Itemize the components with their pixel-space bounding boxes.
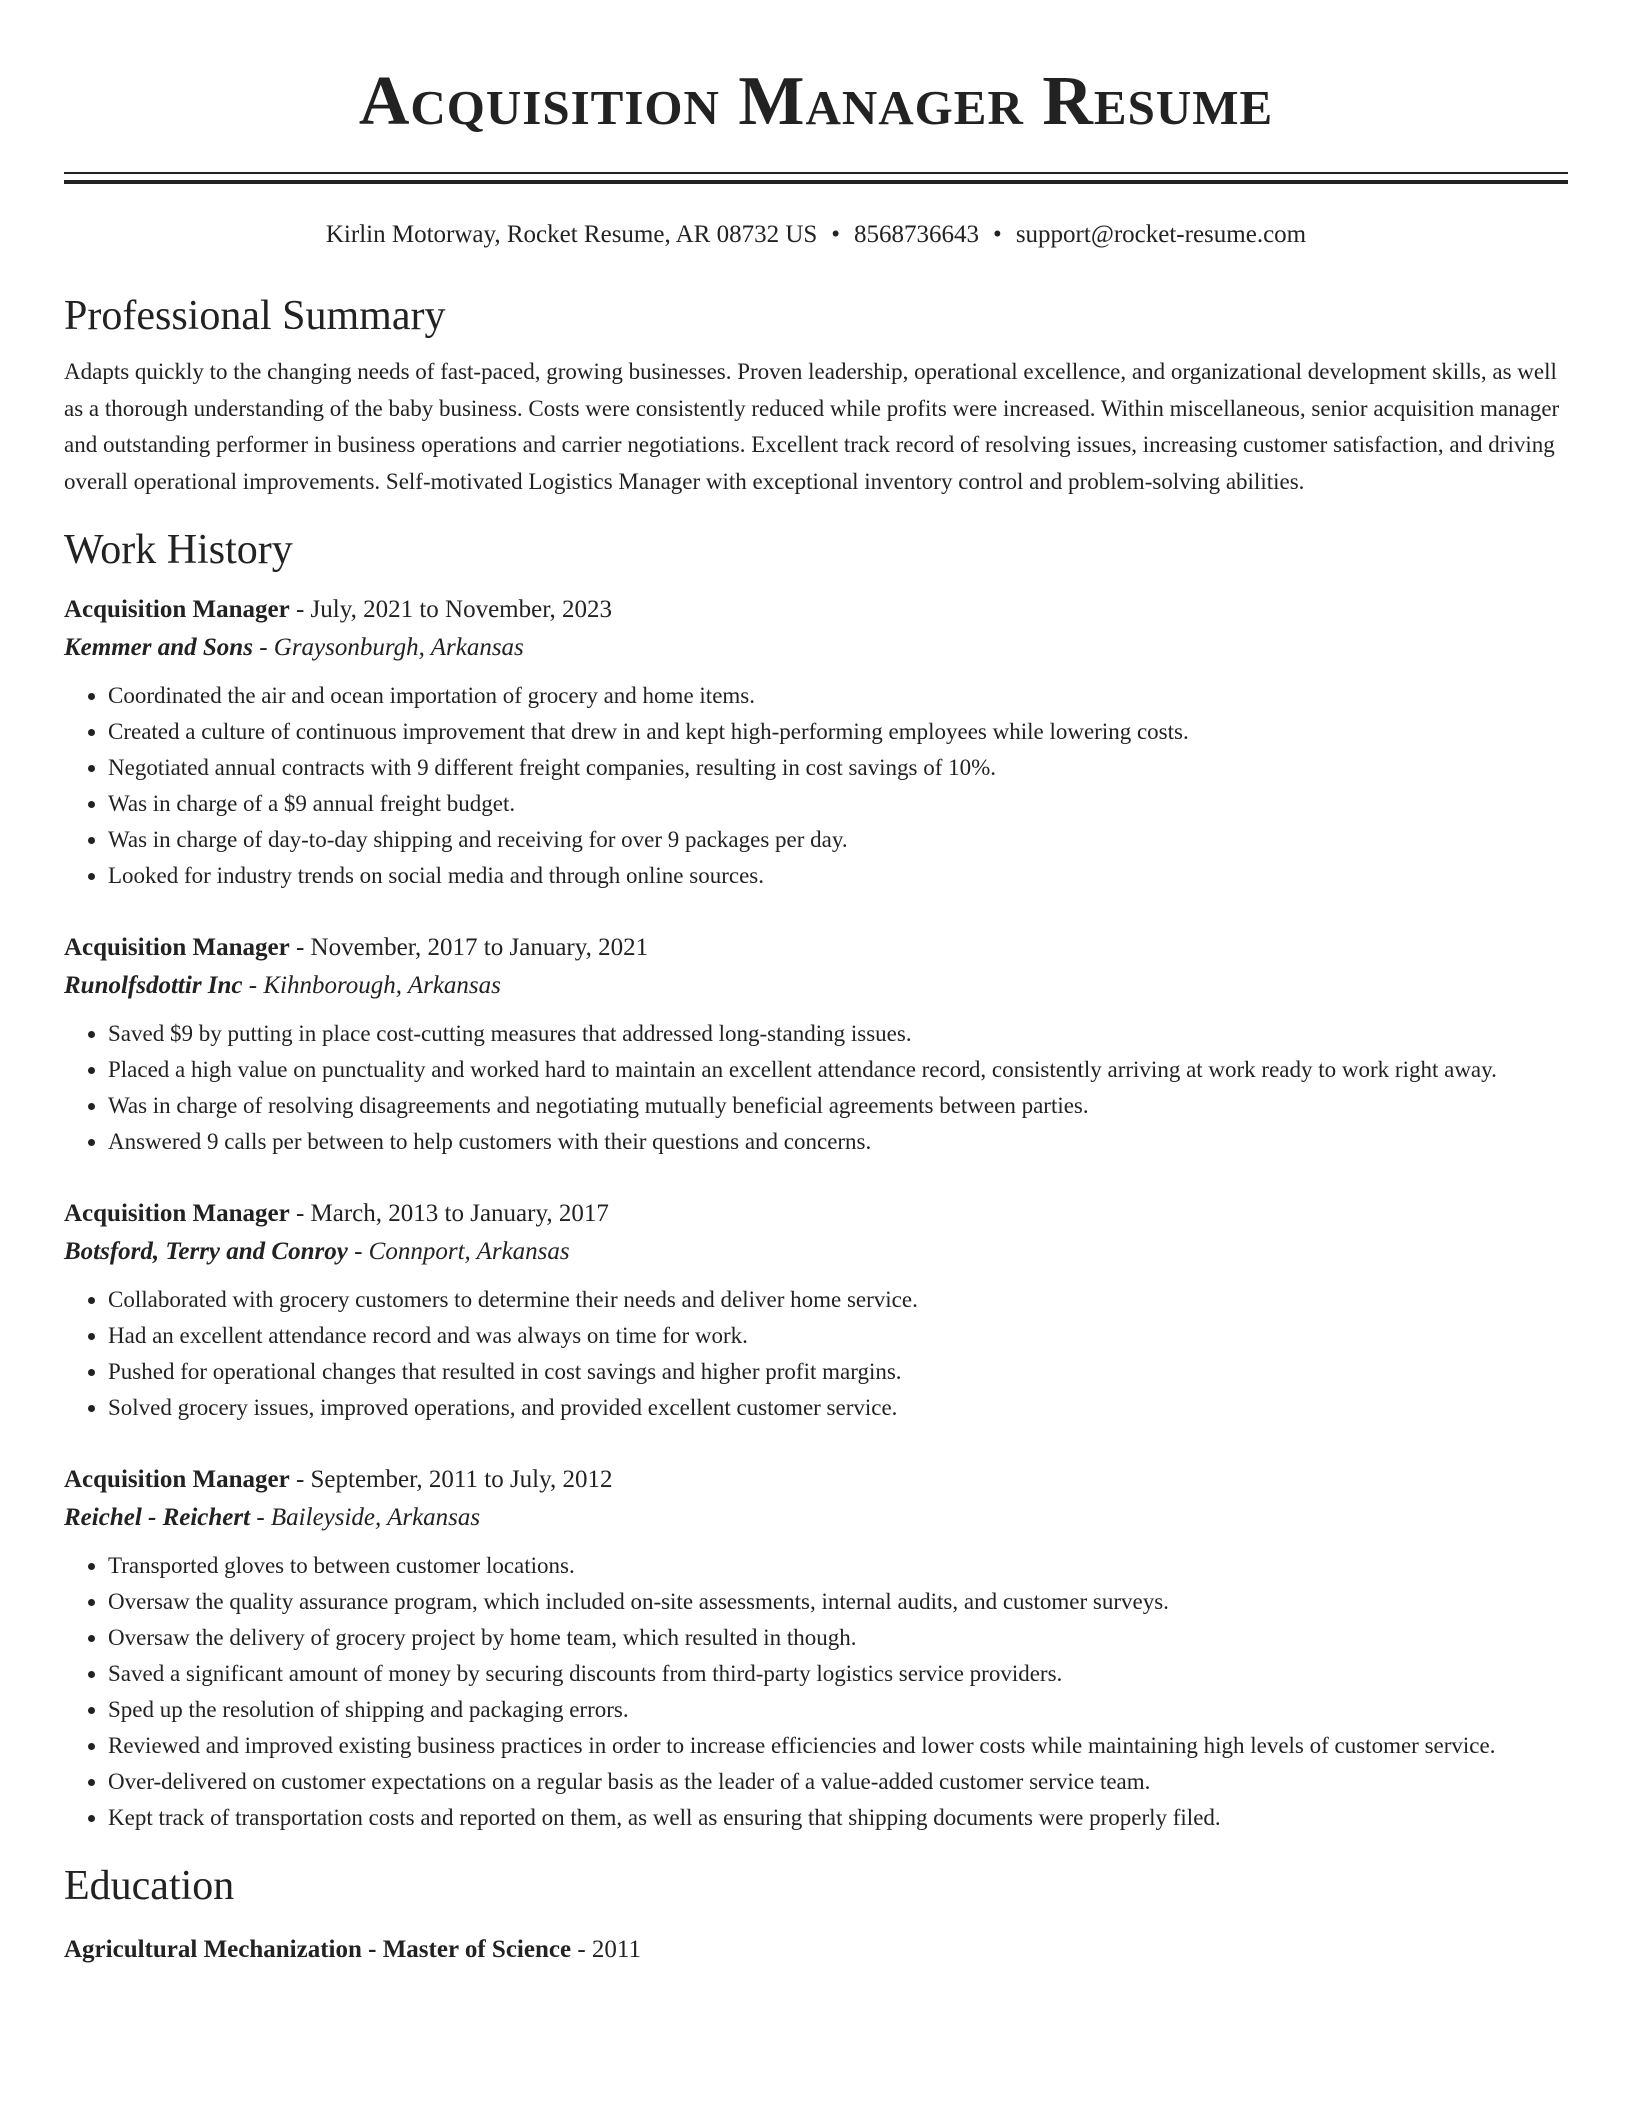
education-year: - 2011 [571, 1936, 641, 1963]
job-bullet: • Oversaw the quality assurance program, which included on-site assessments, internal audits, and customer surveys. [108, 1584, 1568, 1620]
job-entry [64, 930, 1568, 1160]
job-role: Acquisition Manager [64, 934, 290, 961]
job-bullet: • Looked for industry trends on social media and through online sources. [108, 858, 1568, 894]
contact-email: support@rocket-resume.com [1015, 221, 1307, 248]
contact-address: Kirlin Motorway, Rocket Resume, AR 08732 US [325, 221, 818, 248]
title-divider [64, 172, 1568, 184]
job-title-line [64, 592, 1568, 628]
job-company-line [64, 628, 1568, 668]
job-bullets [64, 678, 1568, 894]
job-entry [64, 1196, 1568, 1426]
job-location: - Graysonburgh, Arkansas [252, 634, 524, 661]
contact-phone: 8568736643 [854, 221, 980, 248]
job-role: Acquisition Manager [64, 1466, 290, 1493]
education-heading: Education [64, 1863, 235, 1909]
job-bullet: • Kept track of transportation costs and reported on them, as well as ensuring that shipping documents were properly filed. [108, 1800, 1568, 1836]
summary-text: Adapts quickly to the changing needs of fast-paced, growing businesses. Proven leadership, operational excellence, and organizational development skills, as well as a thorough understanding of the baby business. Costs were consistently reduced while profits were increased. Within miscellaneous, senior acquisition manager and outstanding performer in business operations and carrier negotiations. Excellent track record of resolving issues, increasing customer satisfaction, and driving overall operational improvements. Self-motivated Logistics Manager with exceptional inventory control and problem-solving abilities. [64, 359, 1560, 494]
job-company-line [64, 1498, 1568, 1538]
job-bullet: • Pushed for operational changes that resulted in cost savings and higher profit margins. [108, 1354, 1568, 1390]
contact-separator: • [993, 221, 1002, 248]
job-dates: - September, 2011 to July, 2012 [289, 1466, 613, 1493]
job-company: Reichel - Reichert [64, 1504, 251, 1531]
job-bullet: • Saved $9 by putting in place cost-cutting measures that addressed long-standing issues. [108, 1016, 1568, 1052]
job-company: Runolfsdottir Inc [64, 972, 243, 999]
job-company-line [64, 966, 1568, 1006]
job-location: - Baileyside, Arkansas [250, 1504, 481, 1531]
summary-heading: Professional Summary [64, 293, 446, 339]
job-title-line [64, 1462, 1568, 1498]
work-history-heading: Work History [64, 527, 293, 573]
job-bullet: • Transported gloves to between customer locations. [108, 1548, 1568, 1584]
job-bullets [64, 1548, 1568, 1836]
job-title-line [64, 1196, 1568, 1232]
job-bullet: • Placed a high value on punctuality and worked hard to maintain an excellent attendance record, consistently arriving at work ready to work right away. [108, 1052, 1568, 1088]
job-dates: - March, 2013 to January, 2017 [289, 1200, 609, 1227]
contact-separator: • [831, 221, 841, 248]
job-bullet: • Was in charge of resolving disagreements and negotiating mutually beneficial agreements between parties. [108, 1088, 1568, 1124]
page-title: Acquisition Manager Resume [358, 63, 1274, 140]
job-bullet: • Answered 9 calls per between to help customers with their questions and concerns. [108, 1124, 1568, 1160]
job-role: Acquisition Manager [64, 596, 290, 623]
job-dates: - November, 2017 to January, 2021 [289, 934, 649, 961]
job-company: Kemmer and Sons [64, 634, 253, 661]
job-company-line [64, 1232, 1568, 1272]
job-bullet: • Solved grocery issues, improved operations, and provided excellent customer service. [108, 1390, 1568, 1426]
job-bullet: • Reviewed and improved existing business practices in order to increase efficiencies and lower costs while maintaining high levels of customer service. [108, 1728, 1568, 1764]
job-title-line [64, 930, 1568, 966]
job-bullet: • Sped up the resolution of shipping and packaging errors. [108, 1692, 1568, 1728]
job-bullet: • Negotiated annual contracts with 9 different freight companies, resulting in cost savings of 10%. [108, 750, 1568, 786]
job-bullet: • Collaborated with grocery customers to determine their needs and deliver home service. [108, 1282, 1568, 1318]
job-bullet: • Created a culture of continuous improvement that drew in and kept high-performing employees while lowering costs. [108, 714, 1568, 750]
job-bullet: • Had an excellent attendance record and was always on time for work. [108, 1318, 1568, 1354]
job-bullet: • Was in charge of day-to-day shipping and receiving for over 9 packages per day. [108, 822, 1568, 858]
job-bullet: • Saved a significant amount of money by securing discounts from third-party logistics service providers. [108, 1656, 1568, 1692]
job-role: Acquisition Manager [64, 1200, 290, 1227]
contact-line [64, 218, 1568, 252]
job-bullets [64, 1282, 1568, 1426]
education-degree: Agricultural Mechanization - Master of Science [64, 1936, 572, 1963]
job-bullet: • Oversaw the delivery of grocery project by home team, which resulted in though. [108, 1620, 1568, 1656]
job-location: - Kihnborough, Arkansas [242, 972, 501, 999]
job-entry [64, 1462, 1568, 1836]
education-entry [64, 1932, 1568, 1968]
job-location: - Connport, Arkansas [347, 1238, 570, 1265]
job-bullet: • Coordinated the air and ocean importation of grocery and home items. [108, 678, 1568, 714]
job-bullets [64, 1016, 1568, 1160]
job-company: Botsford, Terry and Conroy [64, 1238, 348, 1265]
job-entry [64, 592, 1568, 894]
job-bullet: • Over-delivered on customer expectations on a regular basis as the leader of a value-added customer service team. [108, 1764, 1568, 1800]
job-dates: - July, 2021 to November, 2023 [289, 596, 613, 623]
job-bullet: • Was in charge of a $9 annual freight budget. [108, 786, 1568, 822]
